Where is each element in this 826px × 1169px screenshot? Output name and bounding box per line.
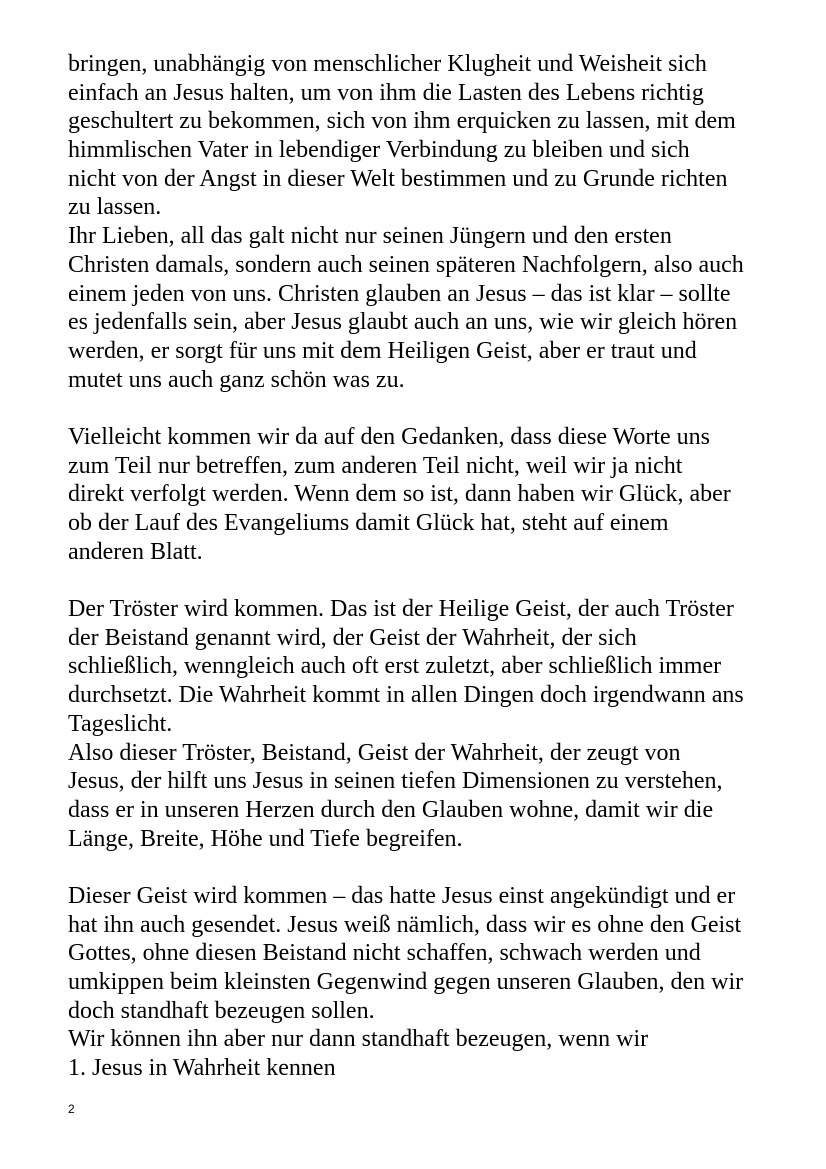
paragraph (68, 423, 788, 566)
text-line: Länge, Breite, Höhe und Tiefe begreifen. (68, 825, 463, 852)
text-line: himmlischen Vater in lebendiger Verbindung zu bleiben und sich (68, 137, 690, 164)
text-line: ob der Lauf des Evangeliums damit Glück hat, steht auf einem (68, 510, 669, 536)
text-line: umkippen beim kleinsten Gegenwind gegen unseren Glauben, den wir (68, 969, 744, 995)
paragraph-gap (68, 394, 788, 423)
text-line: einem jeden von uns. Christen glauben an Jesus – das ist klar – sollte (68, 280, 731, 307)
text-line: dass er in unseren Herzen durch den Glauben wohne, damit wir die (68, 796, 714, 823)
paragraph-gap (68, 566, 788, 595)
text-line: Also dieser Tröster, Beistand, Geist der Wahrheit, der zeugt von (68, 739, 681, 766)
text-line: mutet uns auch ganz schön was zu. (68, 366, 405, 393)
text-line: werden, er sorgt für uns mit dem Heiligen Geist, aber er traut und (68, 337, 697, 364)
paragraph (68, 222, 788, 394)
list-item: 1. Jesus in Wahrheit kennen (68, 1055, 336, 1082)
body-text (68, 50, 788, 1083)
text-line: direkt verfolgt werden. Wenn dem so ist, dann haben wir Glück, aber (68, 481, 731, 508)
text-line: einfach an Jesus halten, um von ihm die Lasten des Lebens richtig (68, 79, 704, 106)
text-line: schließlich, wenngleich auch oft erst zuletzt, aber schließlich immer (68, 653, 722, 680)
paragraph (68, 739, 788, 854)
text-line: Gottes, ohne diesen Beistand nicht schaffen, schwach werden und (68, 940, 701, 967)
text-line: Wir können ihn aber nur dann standhaft bezeugen, wenn wir (68, 1026, 649, 1053)
page-number: 2 (68, 1102, 75, 1116)
text-line: Dieser Geist wird kommen – das hatte Jesus einst angekündigt und er (68, 882, 736, 909)
paragraph (68, 50, 788, 222)
text-line: Der Tröster wird kommen. Das ist der Heilige Geist, der auch Tröster (68, 596, 734, 623)
text-line: Jesus, der hilft uns Jesus in seinen tiefen Dimensionen zu verstehen, (68, 768, 723, 795)
text-line: es jedenfalls sein, aber Jesus glaubt auch an uns, wie wir gleich hören (68, 309, 738, 336)
text-line: Tageslicht. (68, 710, 173, 737)
text-line: zu lassen. (68, 194, 162, 221)
text-line: zum Teil nur betreffen, zum anderen Teil nicht, weil wir ja nicht (68, 452, 683, 479)
paragraph-gap (68, 853, 788, 882)
text-line: geschultert zu bekommen, sich von ihm erquicken zu lassen, mit dem (68, 108, 736, 135)
text-line: der Beistand genannt wird, der Geist der Wahrheit, der sich (68, 624, 637, 651)
text-line: hat ihn auch gesendet. Jesus weiß nämlich, dass wir es ohne den Geist (68, 911, 742, 938)
text-line: Christen damals, sondern auch seinen späteren Nachfolgern, also auch (68, 251, 744, 278)
text-line: Ihr Lieben, all das galt nicht nur seinen Jüngern und den ersten (68, 223, 672, 250)
paragraph (68, 595, 788, 738)
text-line: durchsetzt. Die Wahrheit kommt in allen Dingen doch irgendwann ans (68, 682, 744, 709)
text-line: doch standhaft bezeugen sollen. (68, 997, 375, 1024)
paragraph (68, 1025, 788, 1082)
text-line: nicht von der Angst in dieser Welt bestimmen und zu Grunde richten (68, 165, 728, 192)
paragraph (68, 882, 788, 1025)
text-line: bringen, unabhängig von menschlicher Klugheit und Weisheit sich (68, 51, 707, 77)
text-line: Vielleicht kommen wir da auf den Gedanken, dass diese Worte uns (68, 423, 710, 450)
text-line: anderen Blatt. (68, 538, 203, 565)
